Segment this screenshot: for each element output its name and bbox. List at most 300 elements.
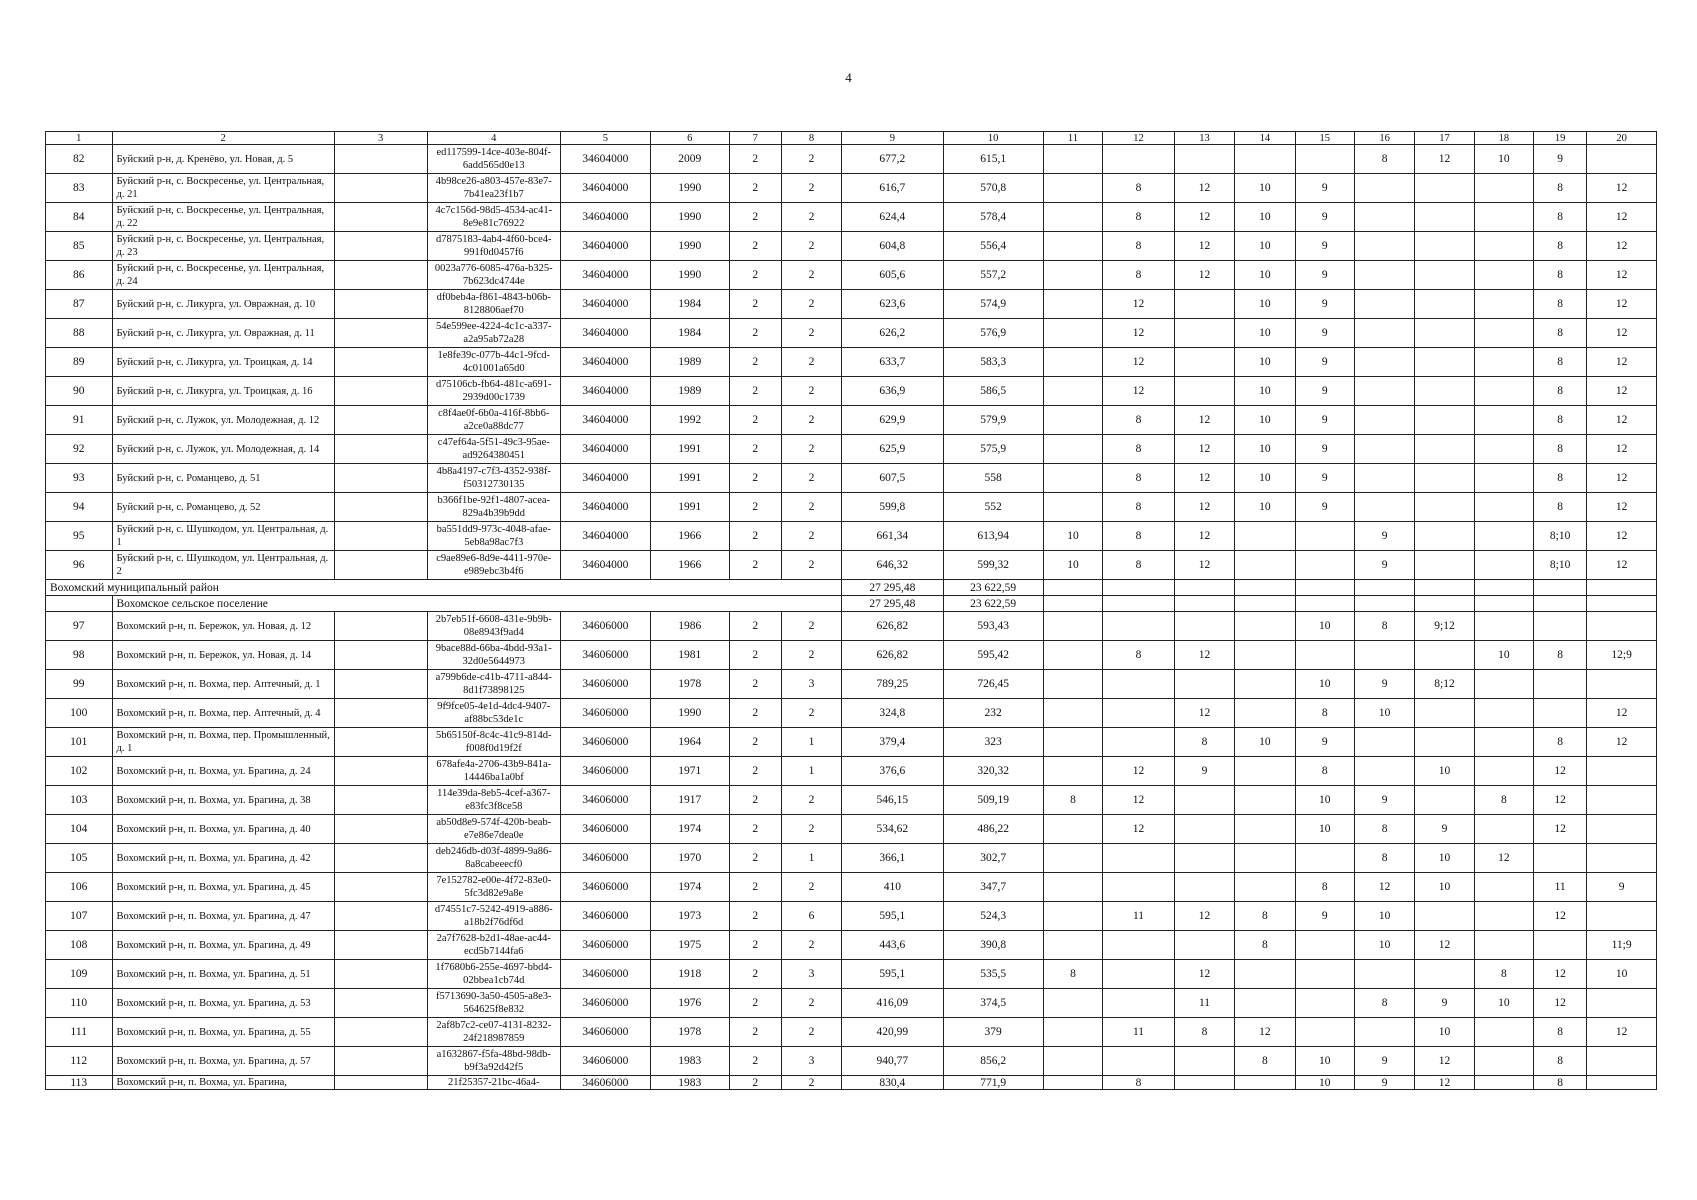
value-cell-c6: 1974 — [650, 873, 729, 902]
column-3-cell — [334, 145, 427, 174]
value-cell-c9: 534,62 — [842, 815, 943, 844]
value-cell-c20 — [1587, 670, 1657, 699]
row-number: 100 — [46, 699, 113, 728]
address-cell: Буйский р-н, д. Кренёво, ул. Новая, д. 5 — [112, 145, 334, 174]
value-cell-c18 — [1474, 1018, 1533, 1047]
value-cell-c6: 1971 — [650, 757, 729, 786]
value-cell-c18: 10 — [1474, 989, 1533, 1018]
fias-guid-cell: 4c7c156d-98d5-4534-ac41-8e9e81c76922 — [427, 203, 560, 232]
value-cell-c11 — [1043, 319, 1102, 348]
value-cell-c9: 595,1 — [842, 960, 943, 989]
value-cell-c12 — [1103, 989, 1175, 1018]
value-cell-c8: 2 — [781, 261, 841, 290]
value-cell-c11 — [1043, 261, 1102, 290]
value-cell-c10: 323 — [943, 728, 1043, 757]
fias-guid-cell: 678afe4a-2706-43b9-841a-14446ba1a0bf — [427, 757, 560, 786]
column-3-cell — [334, 1076, 427, 1090]
row-number: 112 — [46, 1047, 113, 1076]
value-cell-c10: 524,3 — [943, 902, 1043, 931]
table-body — [46, 132, 1657, 1090]
value-cell-c11 — [1043, 464, 1102, 493]
fias-guid-cell: 9f9fce05-4e1d-4dc4-9407-af88bc53de1c — [427, 699, 560, 728]
value-cell-c6: 1984 — [650, 319, 729, 348]
fias-guid-cell: d7875183-4ab4-4f60-bce4-991f0d0457f6 — [427, 232, 560, 261]
table-row — [46, 348, 1657, 377]
empty-cell — [1534, 596, 1587, 612]
value-cell-c13: 12 — [1174, 641, 1234, 670]
value-cell-c20: 12 — [1587, 493, 1657, 522]
value-cell-c18: 8 — [1474, 960, 1533, 989]
value-cell-c14: 12 — [1235, 1018, 1295, 1047]
value-cell-c16: 9 — [1354, 522, 1414, 551]
table-row — [46, 960, 1657, 989]
value-cell-c17 — [1415, 406, 1474, 435]
value-cell-c8: 2 — [781, 815, 841, 844]
value-cell-c19: 12 — [1534, 960, 1587, 989]
value-cell-c8: 2 — [781, 435, 841, 464]
value-cell-c15: 8 — [1295, 757, 1354, 786]
value-cell-c19: 8 — [1534, 728, 1587, 757]
value-cell-c20: 10 — [1587, 960, 1657, 989]
table-row — [46, 261, 1657, 290]
value-cell-c20: 12 — [1587, 551, 1657, 580]
page-number: 4 — [845, 70, 852, 85]
value-cell-c19: 11 — [1534, 873, 1587, 902]
total-area-cell: 27 295,48 — [842, 596, 943, 612]
value-cell-c9: 379,4 — [842, 728, 943, 757]
value-cell-c6: 1990 — [650, 699, 729, 728]
value-cell-c18 — [1474, 174, 1533, 203]
value-cell-c19: 8 — [1534, 261, 1587, 290]
row-number: 101 — [46, 728, 113, 757]
column-3-cell — [334, 757, 427, 786]
value-cell-c16 — [1354, 261, 1414, 290]
column-3-cell — [334, 641, 427, 670]
value-cell-c20 — [1587, 1076, 1657, 1090]
value-cell-c5: 34604000 — [560, 174, 650, 203]
value-cell-c16 — [1354, 232, 1414, 261]
value-cell-c19: 8 — [1534, 1047, 1587, 1076]
value-cell-c11 — [1043, 1076, 1102, 1090]
value-cell-c13 — [1174, 786, 1234, 815]
value-cell-c5: 34604000 — [560, 290, 650, 319]
column-number: 9 — [842, 132, 943, 145]
value-cell-c19: 8 — [1534, 348, 1587, 377]
value-cell-c7: 2 — [729, 1047, 781, 1076]
value-cell-c6: 1978 — [650, 670, 729, 699]
value-cell-c8: 2 — [781, 377, 841, 406]
value-cell-c9: 629,9 — [842, 406, 943, 435]
value-cell-c5: 34604000 — [560, 319, 650, 348]
value-cell-c14 — [1235, 522, 1295, 551]
value-cell-c11 — [1043, 348, 1102, 377]
value-cell-c20 — [1587, 902, 1657, 931]
value-cell-c18 — [1474, 728, 1533, 757]
value-cell-c8: 2 — [781, 1076, 841, 1090]
value-cell-c16: 8 — [1354, 612, 1414, 641]
value-cell-c12: 8 — [1103, 435, 1175, 464]
value-cell-c7: 2 — [729, 174, 781, 203]
value-cell-c7: 2 — [729, 786, 781, 815]
value-cell-c12: 8 — [1103, 232, 1175, 261]
empty-cell — [1295, 580, 1354, 596]
value-cell-c13 — [1174, 931, 1234, 960]
value-cell-c18 — [1474, 931, 1533, 960]
value-cell-c15: 9 — [1295, 435, 1354, 464]
fias-guid-cell: 2a7f7628-b2d1-48ae-ac44-ecd5b7144fa6 — [427, 931, 560, 960]
value-cell-c10: 558 — [943, 464, 1043, 493]
value-cell-c8: 2 — [781, 232, 841, 261]
value-cell-c12 — [1103, 931, 1175, 960]
value-cell-c20: 11;9 — [1587, 931, 1657, 960]
value-cell-c6: 1986 — [650, 612, 729, 641]
value-cell-c5: 34606000 — [560, 931, 650, 960]
value-cell-c19 — [1534, 670, 1587, 699]
value-cell-c13: 12 — [1174, 435, 1234, 464]
value-cell-c13: 12 — [1174, 174, 1234, 203]
value-cell-c9: 599,8 — [842, 493, 943, 522]
value-cell-c17 — [1415, 203, 1474, 232]
address-cell: Вохомский р-н, п. Вохма, ул. Брагина, д. 45 — [112, 873, 334, 902]
value-cell-c11 — [1043, 699, 1102, 728]
table-row — [46, 464, 1657, 493]
value-cell-c10: 302,7 — [943, 844, 1043, 873]
value-cell-c7: 2 — [729, 522, 781, 551]
value-cell-c19: 8 — [1534, 641, 1587, 670]
value-cell-c18 — [1474, 348, 1533, 377]
row-number: 98 — [46, 641, 113, 670]
value-cell-c16 — [1354, 464, 1414, 493]
value-cell-c12: 8 — [1103, 493, 1175, 522]
address-cell: Буйский р-н, с. Воскресенье, ул. Центральная, д. 23 — [112, 232, 334, 261]
fias-guid-cell: deb246db-d03f-4899-9a86-8a8cabeeecf0 — [427, 844, 560, 873]
value-cell-c17 — [1415, 232, 1474, 261]
value-cell-c7: 2 — [729, 319, 781, 348]
value-cell-c7: 2 — [729, 612, 781, 641]
value-cell-c6: 1990 — [650, 261, 729, 290]
value-cell-c16 — [1354, 960, 1414, 989]
address-cell: Вохомский р-н, п. Вохма, ул. Брагина, д. 24 — [112, 757, 334, 786]
value-cell-c14 — [1235, 757, 1295, 786]
value-cell-c10: 575,9 — [943, 435, 1043, 464]
value-cell-c17 — [1415, 522, 1474, 551]
value-cell-c8: 2 — [781, 203, 841, 232]
value-cell-c10: 586,5 — [943, 377, 1043, 406]
fias-guid-cell: 4b98ce26-a803-457e-83e7-7b41ea23f1b7 — [427, 174, 560, 203]
column-3-cell — [334, 435, 427, 464]
value-cell-c9: 376,6 — [842, 757, 943, 786]
value-cell-c16: 8 — [1354, 844, 1414, 873]
value-cell-c14: 8 — [1235, 1047, 1295, 1076]
address-cell: Вохомский р-н, п. Вохма, ул. Брагина, д. 47 — [112, 902, 334, 931]
value-cell-c19: 12 — [1534, 786, 1587, 815]
column-number: 18 — [1474, 132, 1533, 145]
fias-guid-cell: df0beb4a-f861-4843-b06b-8128806aef70 — [427, 290, 560, 319]
value-cell-c10: 557,2 — [943, 261, 1043, 290]
value-cell-c17 — [1415, 960, 1474, 989]
value-cell-c12 — [1103, 612, 1175, 641]
address-cell: Вохомский р-н, п. Вохма, ул. Брагина, д. 57 — [112, 1047, 334, 1076]
column-3-cell — [334, 815, 427, 844]
value-cell-c5: 34604000 — [560, 232, 650, 261]
address-cell: Вохомский р-н, п. Вохма, ул. Брагина, д. 38 — [112, 786, 334, 815]
value-cell-c11: 10 — [1043, 522, 1102, 551]
value-cell-c9: 420,99 — [842, 1018, 943, 1047]
column-3-cell — [334, 522, 427, 551]
value-cell-c6: 1983 — [650, 1047, 729, 1076]
address-cell: Вохомский р-н, п. Вохма, ул. Брагина, д. 51 — [112, 960, 334, 989]
address-cell: Буйский р-н, с. Ликурга, ул. Троицкая, д. 14 — [112, 348, 334, 377]
column-3-cell — [334, 960, 427, 989]
value-cell-c9: 626,2 — [842, 319, 943, 348]
value-cell-c8: 2 — [781, 493, 841, 522]
value-cell-c5: 34604000 — [560, 435, 650, 464]
value-cell-c10: 579,9 — [943, 406, 1043, 435]
value-cell-c14: 8 — [1235, 931, 1295, 960]
value-cell-c5: 34604000 — [560, 348, 650, 377]
value-cell-c6: 1991 — [650, 464, 729, 493]
value-cell-c14 — [1235, 960, 1295, 989]
value-cell-c14 — [1235, 612, 1295, 641]
column-3-cell — [334, 1047, 427, 1076]
column-number: 10 — [943, 132, 1043, 145]
table-row — [46, 435, 1657, 464]
value-cell-c9: 789,25 — [842, 670, 943, 699]
value-cell-c9: 633,7 — [842, 348, 943, 377]
table-row — [46, 902, 1657, 931]
value-cell-c9: 605,6 — [842, 261, 943, 290]
value-cell-c19: 8;10 — [1534, 551, 1587, 580]
column-number: 6 — [650, 132, 729, 145]
value-cell-c12: 8 — [1103, 464, 1175, 493]
value-cell-c9: 636,9 — [842, 377, 943, 406]
value-cell-c7: 2 — [729, 989, 781, 1018]
value-cell-c15 — [1295, 931, 1354, 960]
value-cell-c10: 509,19 — [943, 786, 1043, 815]
value-cell-c6: 1964 — [650, 728, 729, 757]
value-cell-c17: 10 — [1415, 873, 1474, 902]
value-cell-c11 — [1043, 377, 1102, 406]
value-cell-c20: 12 — [1587, 464, 1657, 493]
value-cell-c6: 1975 — [650, 931, 729, 960]
address-cell: Вохомский р-н, п. Вохма, ул. Брагина, д. 53 — [112, 989, 334, 1018]
value-cell-c6: 1976 — [650, 989, 729, 1018]
value-cell-c11: 10 — [1043, 551, 1102, 580]
value-cell-c9: 623,6 — [842, 290, 943, 319]
value-cell-c10: 599,32 — [943, 551, 1043, 580]
value-cell-c15: 9 — [1295, 406, 1354, 435]
value-cell-c5: 34606000 — [560, 960, 650, 989]
row-number: 83 — [46, 174, 113, 203]
value-cell-c16 — [1354, 377, 1414, 406]
value-cell-c16: 9 — [1354, 670, 1414, 699]
column-number: 20 — [1587, 132, 1657, 145]
value-cell-c13: 12 — [1174, 522, 1234, 551]
value-cell-c15 — [1295, 551, 1354, 580]
value-cell-c6: 1983 — [650, 1076, 729, 1090]
value-cell-c12: 8 — [1103, 1076, 1175, 1090]
table-row — [46, 728, 1657, 757]
value-cell-c10: 570,8 — [943, 174, 1043, 203]
value-cell-c20: 12 — [1587, 261, 1657, 290]
value-cell-c16: 12 — [1354, 873, 1414, 902]
address-cell: Буйский р-н, с. Шушкодом, ул. Центральная, д. 1 — [112, 522, 334, 551]
row-number: 96 — [46, 551, 113, 580]
value-cell-c5: 34604000 — [560, 261, 650, 290]
column-3-cell — [334, 493, 427, 522]
value-cell-c5: 34606000 — [560, 844, 650, 873]
value-cell-c6: 1966 — [650, 522, 729, 551]
value-cell-c19: 8 — [1534, 232, 1587, 261]
fias-guid-cell: a799b6de-c41b-4711-a844-8d1f73898125 — [427, 670, 560, 699]
value-cell-c16 — [1354, 174, 1414, 203]
empty-cell — [1474, 580, 1533, 596]
value-cell-c12: 8 — [1103, 406, 1175, 435]
value-cell-c5: 34606000 — [560, 1018, 650, 1047]
value-cell-c12 — [1103, 844, 1175, 873]
value-cell-c20: 12;9 — [1587, 641, 1657, 670]
value-cell-c18: 8 — [1474, 786, 1533, 815]
table-row — [46, 612, 1657, 641]
table-row — [46, 1076, 1657, 1090]
value-cell-c11 — [1043, 815, 1102, 844]
column-number: 4 — [427, 132, 560, 145]
fias-guid-cell: 2af8b7c2-ce07-4131-8232-24f218987859 — [427, 1018, 560, 1047]
value-cell-c10: 771,9 — [943, 1076, 1043, 1090]
value-cell-c19: 8 — [1534, 493, 1587, 522]
row-number: 105 — [46, 844, 113, 873]
value-cell-c15 — [1295, 641, 1354, 670]
fias-guid-cell: 5b65150f-8c4c-41c9-814d-f008f0d19f2f — [427, 728, 560, 757]
column-3-cell — [334, 902, 427, 931]
value-cell-c15: 8 — [1295, 873, 1354, 902]
row-number: 106 — [46, 873, 113, 902]
value-cell-c7: 2 — [729, 464, 781, 493]
address-cell: Вохомский р-н, п. Вохма, ул. Брагина, д. 40 — [112, 815, 334, 844]
address-cell: Буйский р-н, с. Ликурга, ул. Овражная, д. 10 — [112, 290, 334, 319]
fias-guid-cell: 114e39da-8eb5-4cef-a367-e83fc3f8ce58 — [427, 786, 560, 815]
fias-guid-cell: ed117599-14ce-403e-804f-6add565d0e13 — [427, 145, 560, 174]
value-cell-c17 — [1415, 641, 1474, 670]
value-cell-c19: 8 — [1534, 435, 1587, 464]
value-cell-c20 — [1587, 786, 1657, 815]
value-cell-c16: 9 — [1354, 1047, 1414, 1076]
value-cell-c14: 10 — [1235, 728, 1295, 757]
value-cell-c17 — [1415, 464, 1474, 493]
value-cell-c12: 11 — [1103, 1018, 1175, 1047]
value-cell-c10: 578,4 — [943, 203, 1043, 232]
value-cell-c18 — [1474, 232, 1533, 261]
value-cell-c10: 593,43 — [943, 612, 1043, 641]
value-cell-c14: 8 — [1235, 902, 1295, 931]
address-cell: Буйский р-н, с. Романцево, д. 52 — [112, 493, 334, 522]
row-number: 90 — [46, 377, 113, 406]
value-cell-c18 — [1474, 1076, 1533, 1090]
value-cell-c19: 8 — [1534, 1076, 1587, 1090]
value-cell-c11 — [1043, 145, 1102, 174]
address-cell: Вохомский р-н, п. Вохма, пер. Промышленный, д. 1 — [112, 728, 334, 757]
value-cell-c10: 535,5 — [943, 960, 1043, 989]
table-row — [46, 493, 1657, 522]
fias-guid-cell: c47ef64a-5f51-49c3-95ae-ad9264380451 — [427, 435, 560, 464]
value-cell-c15 — [1295, 989, 1354, 1018]
empty-cell — [1534, 580, 1587, 596]
address-cell: Буйский р-н, с. Лужок, ул. Молодежная, д. 14 — [112, 435, 334, 464]
value-cell-c8: 1 — [781, 844, 841, 873]
column-3-cell — [334, 203, 427, 232]
row-number: 88 — [46, 319, 113, 348]
column-3-cell — [334, 377, 427, 406]
value-cell-c10: 726,45 — [943, 670, 1043, 699]
value-cell-c18 — [1474, 261, 1533, 290]
value-cell-c13 — [1174, 670, 1234, 699]
value-cell-c13 — [1174, 815, 1234, 844]
table-row — [46, 145, 1657, 174]
value-cell-c6: 1978 — [650, 1018, 729, 1047]
value-cell-c9: 595,1 — [842, 902, 943, 931]
row-number: 95 — [46, 522, 113, 551]
value-cell-c14 — [1235, 551, 1295, 580]
value-cell-c19: 8 — [1534, 406, 1587, 435]
column-number: 17 — [1415, 132, 1474, 145]
value-cell-c15: 9 — [1295, 261, 1354, 290]
value-cell-c17 — [1415, 902, 1474, 931]
column-number: 8 — [781, 132, 841, 145]
value-cell-c9: 616,7 — [842, 174, 943, 203]
column-number: 12 — [1103, 132, 1175, 145]
value-cell-c17: 8;12 — [1415, 670, 1474, 699]
column-3-cell — [334, 174, 427, 203]
value-cell-c6: 1990 — [650, 174, 729, 203]
value-cell-c15: 10 — [1295, 670, 1354, 699]
value-cell-c6: 1991 — [650, 435, 729, 464]
row-number: 91 — [46, 406, 113, 435]
value-cell-c7: 2 — [729, 1076, 781, 1090]
value-cell-c13: 8 — [1174, 1018, 1234, 1047]
value-cell-c20: 12 — [1587, 1018, 1657, 1047]
value-cell-c19: 8 — [1534, 377, 1587, 406]
value-cell-c5: 34604000 — [560, 522, 650, 551]
empty-cell — [1103, 580, 1175, 596]
settlement-label: Вохомское сельское поселение — [112, 596, 842, 612]
value-cell-c14 — [1235, 1076, 1295, 1090]
value-cell-c15: 9 — [1295, 902, 1354, 931]
value-cell-c5: 34606000 — [560, 786, 650, 815]
value-cell-c8: 2 — [781, 522, 841, 551]
value-cell-c9: 624,4 — [842, 203, 943, 232]
value-cell-c17 — [1415, 348, 1474, 377]
value-cell-c5: 34604000 — [560, 406, 650, 435]
value-cell-c12: 12 — [1103, 757, 1175, 786]
value-cell-c14: 10 — [1235, 435, 1295, 464]
value-cell-c19: 12 — [1534, 902, 1587, 931]
value-cell-c19: 8 — [1534, 174, 1587, 203]
value-cell-c11 — [1043, 1047, 1102, 1076]
value-cell-c13: 12 — [1174, 699, 1234, 728]
fias-guid-cell: 9bace88d-66ba-4bdd-93a1-32d0e5644973 — [427, 641, 560, 670]
value-cell-c11 — [1043, 757, 1102, 786]
value-cell-c16 — [1354, 757, 1414, 786]
row-number: 85 — [46, 232, 113, 261]
value-cell-c11: 8 — [1043, 960, 1102, 989]
value-cell-c12: 12 — [1103, 815, 1175, 844]
value-cell-c20 — [1587, 844, 1657, 873]
value-cell-c14 — [1235, 873, 1295, 902]
value-cell-c7: 2 — [729, 377, 781, 406]
value-cell-c20: 12 — [1587, 435, 1657, 464]
value-cell-c6: 1992 — [650, 406, 729, 435]
column-3-cell — [334, 786, 427, 815]
